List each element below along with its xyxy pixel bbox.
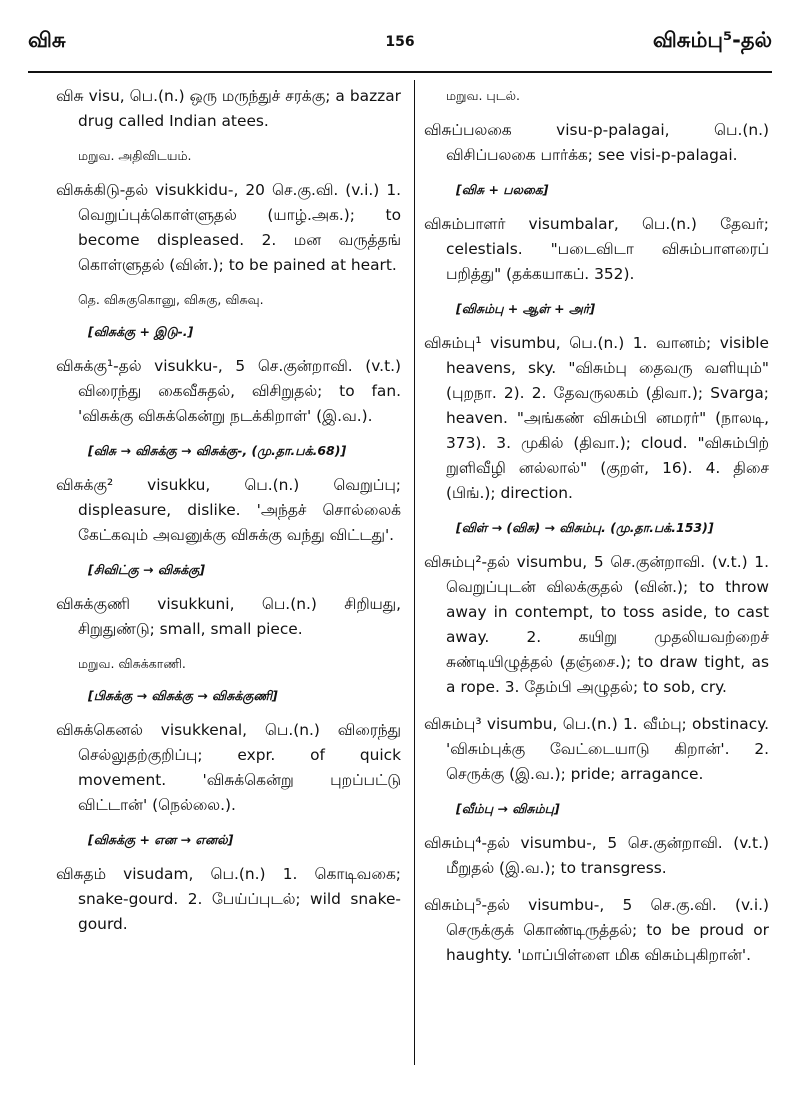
dictionary-entry: விசுதம் visudam, பெ.(n.) 1. கொடிவகை; snake-gourd. 2. பேய்ப்புடல்; wild snake-gourd. [56,865,401,933]
header-rule [28,71,772,73]
dictionary-entry: விசும்பு⁵-தல் visumbu-, 5 செ.கு.வி. (v.i.) செருக்குக் கொண்டிருத்தல்; to be proud or haughty. 'மாப்பிள்ளை மிக விசும்புகிறான்'. [424,896,769,964]
etymology: [வீம்பு → விசும்பு] [456,801,560,816]
left-column [56,84,401,949]
dictionary-entry: விசும்பு²-தல் visumbu, 5 செ.குன்றாவி. (v.t.) 1. வெறுப்புடன் விலக்குதல் (வின்.); to throw away in contempt, to toss aside, to cast away. 2. கயிறு முதலியவற்றைச் சுண்டியிழுத்தல் (தஞ்சை.); to draw tight, as a rope. 3. தேம்பி அழுதல்; to sob, cry. [424,553,769,696]
dictionary-entry: விசுக்கு¹-தல் visukku-, 5 செ.குன்றாவி. (v.t.) விரைந்து கைவீசுதல், விசிறுதல்; to fan. 'விசுக்கு விசுக்கென்று நடக்கிறாள்' (இ.வ.). [56,357,401,425]
etymology: [சிவிட்கு → விசுக்கு] [88,562,206,577]
entry-note: மறுவ. விசுக்காணி. [78,656,186,671]
etymology: [விசுக்கு + என → எனல்] [88,832,234,847]
etymology: [விசு → விசுக்கு → விசுக்கு-, (மு.தா.பக்.68)] [88,443,347,458]
etymology: [விசும்பு + ஆள் + அர்] [456,301,596,316]
column-divider [414,80,415,1065]
etymology: [பிசுக்கு → விசுக்கு → விசுக்குணி] [88,688,278,703]
etymology: [விள் → (விசு) → விசும்பு. (மு.தா.பக்.153)] [456,520,714,535]
dictionary-entry: விசும்பு⁴-தல் visumbu-, 5 செ.குன்றாவி. (v.t.) மீறுதல் (இ.வ.); to transgress. [424,834,769,877]
entry-note: தெ. விசுகுகொனு, விசுகு, விசுவு. [78,292,264,307]
etymology: [விசு + பலகை] [456,182,549,197]
dictionary-entry: விசுக்கிடு-தல் visukkidu-, 20 செ.கு.வி. (v.i.) 1. வெறுப்புக்கொள்ளுதல் (யாழ்.அக.); to become displeased. 2. மன வருத்தங் கொள்ளுதல் (வின்.); to be pained at heart. [56,181,401,274]
dictionary-entry: விசுக்கெனல் visukkenal, பெ.(n.) விரைந்து செல்லுதற்குறிப்பு; expr. of quick movement. 'விசுக்கென்று புறப்பட்டு விட்டான்' (நெல்லை.). [56,721,401,814]
dictionary-entry: விசுக்கு² visukku, பெ.(n.) வெறுப்பு; displeasure, dislike. 'அந்தச் சொல்லைக் கேட்கவும் அவனுக்கு விசுக்கு வந்து விட்டது'. [56,476,401,544]
header-right-guide-word: விசும்பு⁵-தல் [652,28,772,52]
dictionary-entry: விசும்பு³ visumbu, பெ.(n.) 1. வீம்பு; obstinacy. 'விசும்புக்கு வேட்டையாடு கிறான்'. 2. செருக்கு (இ.வ.); pride; arragance. [424,715,769,783]
header-left-guide-word: விசு [28,28,66,52]
etymology: [விசுக்கு + இடு-.] [88,324,194,339]
entry-note: மறுவ. புடல். [446,88,521,103]
dictionary-entry: விசுப்பலகை visu-p-palagai, பெ.(n.) விசிப்பலகை பார்க்க; see visi-p-palagai. [424,121,769,164]
page-number: 156 [385,34,415,50]
dictionary-entry: விசுக்குணி visukkuni, பெ.(n.) சிறியது, சிறுதுண்டு; small, small piece. [56,595,401,638]
dictionary-entry: விசும்பாளர் visumbalar, பெ.(n.) தேவர்; celestials. "படைவிடா விசும்பாளரைப் பறித்து" (தக்கயாகப். 352). [424,215,769,283]
dictionary-entry: விசும்பு¹ visumbu, பெ.(n.) 1. வானம்; visible heavens, sky. "விசும்பு தைவரு வளியும்" (புறநா. 2). 2. தேவருலகம் (திவா.); Svarga; heaven. "அங்கண் விசும்பி னமரர்" (நாலடி, 373). 3. முகில் (திவா.); cloud. "விசும்பிற் றுளிவீழி னல்லால்" (குறள், 16). 4. திசை (பிங்.); direction. [424,334,769,502]
entry-note: மறுவ. அதிவிடயம். [78,148,192,163]
page-header [28,28,772,68]
right-column [424,84,769,980]
dictionary-entry: விசு visu, பெ.(n.) ஒரு மருந்துச் சரக்கு; a bazzar drug called Indian atees. [56,87,401,130]
